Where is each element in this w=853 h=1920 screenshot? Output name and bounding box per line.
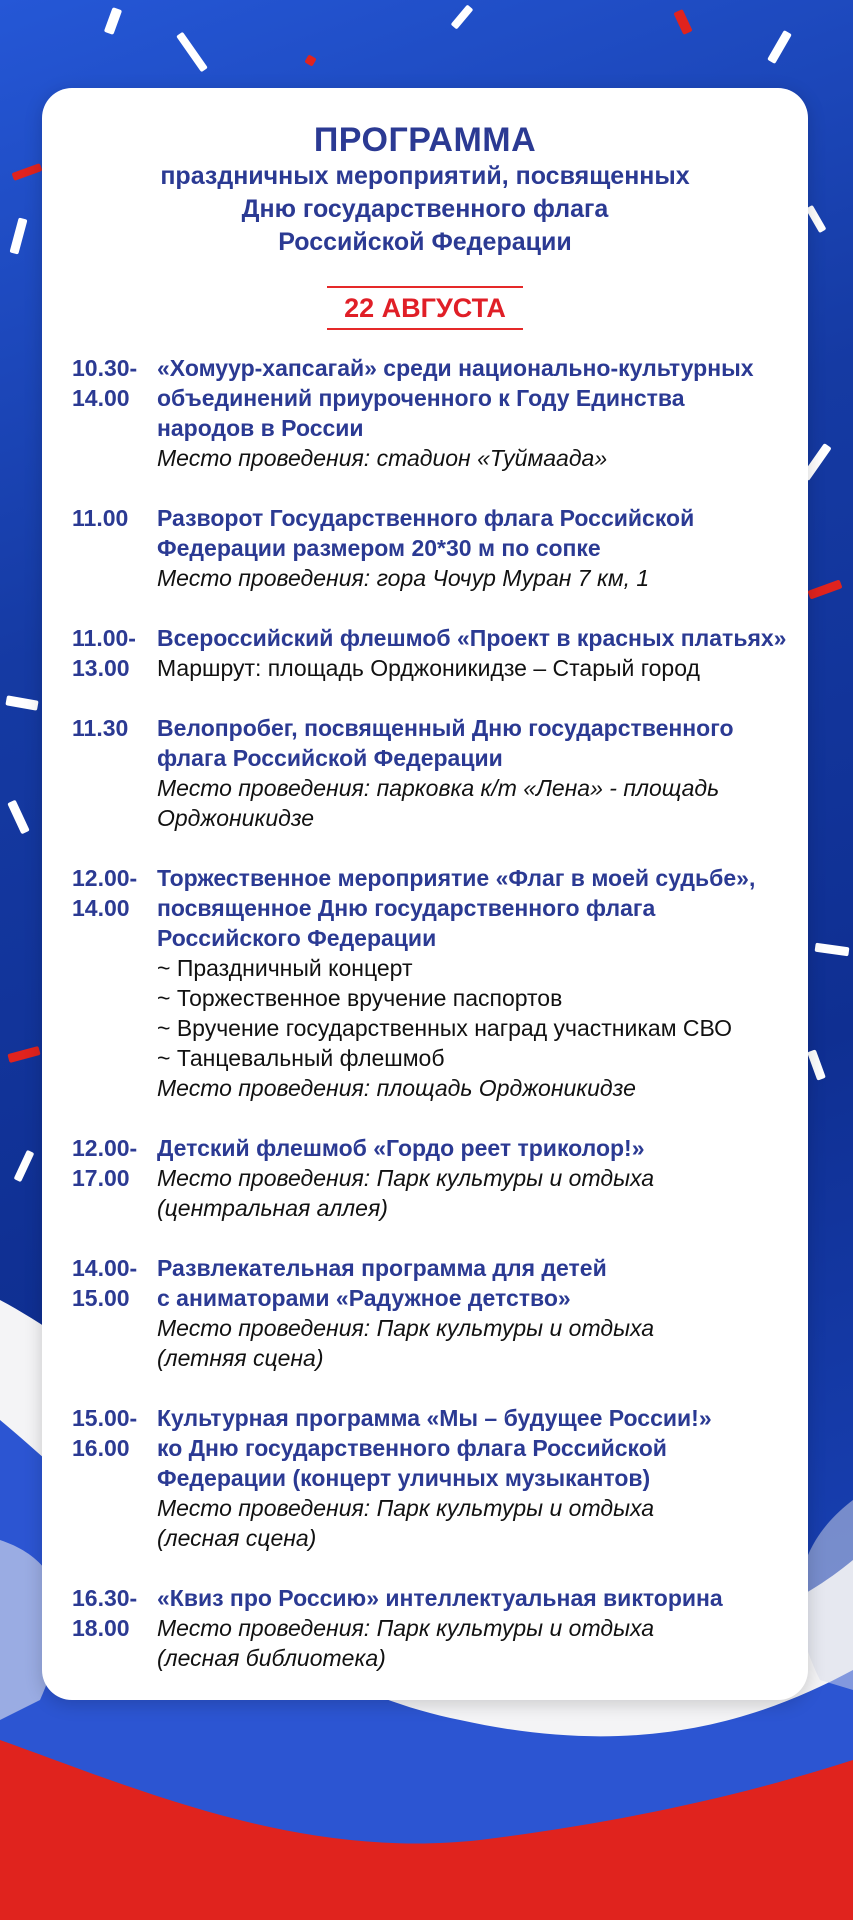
event-name-line: Всероссийский флешмоб «Проект в красных платьях» [157, 625, 787, 651]
event-place-line: (лесная библиотека) [157, 1645, 386, 1671]
event-place-line: Место проведения: Парк культуры и отдыха [157, 1315, 655, 1341]
event-item [72, 1133, 802, 1223]
event-description [157, 1583, 802, 1673]
event-item [72, 503, 802, 593]
event-time [72, 713, 157, 833]
event-time-end: 15.00 [72, 1285, 130, 1311]
event-time-end: 17.00 [72, 1165, 130, 1191]
event-item [72, 1403, 802, 1553]
event-time [72, 863, 157, 1103]
event-item [72, 713, 802, 833]
event-place-line: Место проведения: гора Чочур Муран 7 км, 1 [157, 565, 650, 591]
events-list [72, 353, 802, 1703]
event-time [72, 353, 157, 473]
header [42, 120, 808, 259]
event-place-line: Орджоникидзе [157, 805, 315, 831]
event-time-start: 14.00- [72, 1255, 138, 1281]
event-time-start: 16.30- [72, 1585, 138, 1611]
event-name-line: Велопробег, посвященный Дню государственного [157, 715, 734, 741]
event-time-end: 14.00 [72, 385, 130, 411]
event-place-line: (центральная аллея) [157, 1195, 388, 1221]
event-time-end: 16.00 [72, 1435, 130, 1461]
event-time [72, 503, 157, 593]
event-date: 22 АВГУСТА [344, 293, 506, 323]
event-name-line: ко Дню государственного флага Российской [157, 1435, 667, 1461]
event-time [72, 1583, 157, 1673]
event-description [157, 863, 802, 1103]
event-time-start: 15.00- [72, 1405, 138, 1431]
event-name-line: «Квиз про Россию» интеллектуальная викторина [157, 1585, 723, 1611]
event-item [72, 1253, 802, 1373]
event-time-start: 11.00- [72, 625, 136, 651]
event-name-line: народов в России [157, 415, 364, 441]
event-time [72, 1133, 157, 1223]
event-name-line: Федерации (концерт уличных музыкантов) [157, 1465, 651, 1491]
event-place-line: Место проведения: Парк культуры и отдыха [157, 1165, 655, 1191]
event-item [72, 623, 802, 683]
event-place-line: (летняя сцена) [157, 1345, 324, 1371]
event-program-item: ~ Торжественное вручение паспортов [157, 985, 563, 1011]
event-time-end: 13.00 [72, 655, 130, 681]
event-program-item: ~ Праздничный концерт [157, 955, 413, 981]
event-name-line: Развлекательная программа для детей [157, 1255, 607, 1281]
event-name-line: Разворот Государственного флага Российской [157, 505, 695, 531]
event-description [157, 353, 802, 473]
event-place-line: Место проведения: парковка к/т «Лена» - площадь [157, 775, 720, 801]
event-description [157, 1403, 802, 1553]
event-time-start: 12.00- [72, 1135, 138, 1161]
event-program-item: ~ Танцевальный флешмоб [157, 1045, 445, 1071]
event-time-start: 12.00- [72, 865, 138, 891]
event-name-line: Культурная программа «Мы – будущее России!» [157, 1405, 712, 1431]
page-title: ПРОГРАММА [313, 121, 537, 159]
date-banner [327, 286, 523, 330]
event-description [157, 623, 802, 683]
event-name-line: Российского Федерации [157, 925, 437, 951]
subtitle-line-2: Дню государственного флага [241, 195, 609, 223]
event-time-start: 11.00 [72, 505, 129, 531]
event-program-item: ~ Вручение государственных наград участникам СВО [157, 1015, 732, 1041]
event-time [72, 1253, 157, 1373]
event-name-line: флага Российской Федерации [157, 745, 503, 771]
subtitle-line-3: Российской Федерации [278, 228, 572, 256]
event-time [72, 1403, 157, 1553]
event-name-line: посвященное Дню государственного флага [157, 895, 656, 921]
event-time-start: 10.30- [72, 355, 138, 381]
event-route-line: Маршрут: площадь Орджоникидзе – Старый город [157, 655, 700, 681]
event-name-line: Торжественное мероприятие «Флаг в моей судьбе», [157, 865, 756, 891]
event-name-line: с аниматорами «Радужное детство» [157, 1285, 571, 1311]
event-item [72, 1583, 802, 1673]
event-description [157, 713, 802, 833]
program-card [42, 88, 808, 1700]
event-name-line: Федерации размером 20*30 м по сопке [157, 535, 601, 561]
event-description [157, 1253, 802, 1373]
event-item [72, 863, 802, 1103]
event-place-line: (лесная сцена) [157, 1525, 317, 1551]
event-time-start: 11.30 [72, 715, 129, 741]
event-place-line: Место проведения: площадь Орджоникидзе [157, 1075, 636, 1101]
event-time-end: 18.00 [72, 1615, 130, 1641]
event-place-line: Место проведения: Парк культуры и отдыха [157, 1495, 655, 1521]
event-name-line: «Хомуур-хапсагай» среди национально-культурных [157, 355, 754, 381]
event-name-line: Детский флешмоб «Гордо реет триколор!» [157, 1135, 645, 1161]
event-place-line: Место проведения: Парк культуры и отдыха [157, 1615, 655, 1641]
event-description [157, 503, 802, 593]
event-name-line: объединений приуроченного к Году Единства [157, 385, 685, 411]
event-description [157, 1133, 802, 1223]
event-time [72, 623, 157, 683]
event-place-line: Место проведения: стадион «Туймаада» [157, 445, 608, 471]
event-time-end: 14.00 [72, 895, 130, 921]
subtitle-line-1: праздничных мероприятий, посвященных [160, 162, 690, 190]
event-item [72, 353, 802, 473]
